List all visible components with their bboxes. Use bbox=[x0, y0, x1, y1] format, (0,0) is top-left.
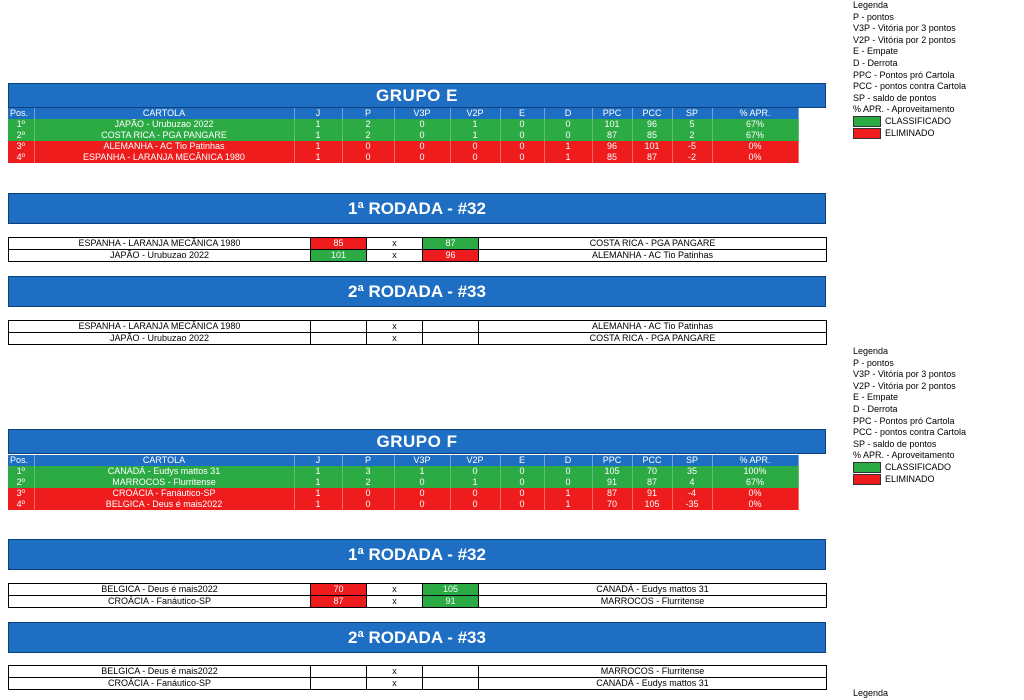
header-j: J bbox=[294, 455, 342, 466]
header-v2p: V2P bbox=[450, 108, 500, 119]
group-f-round1-matches bbox=[8, 583, 827, 608]
legend-item: D - Derrota bbox=[853, 403, 898, 414]
cell-apr: 0% bbox=[712, 141, 798, 152]
cell-v3p: 0 bbox=[394, 130, 450, 141]
legend-group-e bbox=[853, 0, 1023, 139]
cell-sp: -5 bbox=[672, 141, 712, 152]
home-score: 101 bbox=[311, 250, 367, 262]
cell-v2p: 0 bbox=[450, 488, 500, 499]
standings-row bbox=[8, 488, 798, 499]
classificado-label: CLASSIFICADO bbox=[885, 461, 952, 472]
cell-ppc: 70 bbox=[592, 499, 632, 510]
header-cartola: CARTOLA bbox=[34, 455, 294, 466]
cell-j: 1 bbox=[294, 141, 342, 152]
group-e-round2-matches bbox=[8, 320, 827, 345]
cell-pcc: 87 bbox=[632, 477, 672, 488]
cell-d: 1 bbox=[544, 141, 592, 152]
header-pcc: PCC bbox=[632, 455, 672, 466]
versus: x bbox=[367, 596, 423, 608]
standings-row bbox=[8, 499, 798, 510]
group-f-round2-title: 2ª RODADA - #33 bbox=[8, 622, 826, 653]
legend-item: % APR. - Aproveitamento bbox=[853, 104, 955, 115]
header-e: E bbox=[500, 455, 544, 466]
cell-e: 0 bbox=[500, 152, 544, 163]
cell-ppc: 91 bbox=[592, 477, 632, 488]
match-row bbox=[9, 678, 827, 690]
home-score bbox=[311, 666, 367, 678]
cell-d: 0 bbox=[544, 466, 592, 477]
cell-j: 1 bbox=[294, 477, 342, 488]
cell-pcc: 101 bbox=[632, 141, 672, 152]
header-pos: Pos. bbox=[8, 108, 34, 119]
cell-ppc: 85 bbox=[592, 152, 632, 163]
cell-pos: 4º bbox=[8, 499, 34, 510]
legend-classificado bbox=[853, 462, 1023, 474]
standings-header bbox=[8, 108, 798, 119]
away-team: ALEMANHA - AC Tio Patinhas bbox=[479, 321, 827, 333]
cell-v2p: 1 bbox=[450, 477, 500, 488]
cell-cartola: CROÁCIA - Fanáutico-SP bbox=[34, 488, 294, 499]
header-v2p: V2P bbox=[450, 455, 500, 466]
versus: x bbox=[367, 250, 423, 262]
cell-j: 1 bbox=[294, 488, 342, 499]
header-pcc: PCC bbox=[632, 108, 672, 119]
group-f-standings bbox=[8, 455, 799, 510]
cell-cartola: ESPANHA - LARANJA MECÂNICA 1980 bbox=[34, 152, 294, 163]
cell-pos: 1º bbox=[8, 466, 34, 477]
legend-item: V2P - Vitória por 2 pontos bbox=[853, 380, 956, 391]
cell-d: 1 bbox=[544, 499, 592, 510]
cell-ppc: 96 bbox=[592, 141, 632, 152]
cell-cartola: BELGICA - Deus é mais2022 bbox=[34, 499, 294, 510]
away-team: CANADÁ - Eudys mattos 31 bbox=[479, 584, 827, 596]
cell-pcc: 85 bbox=[632, 130, 672, 141]
standings-row bbox=[8, 130, 798, 141]
cell-p: 2 bbox=[342, 130, 394, 141]
cell-j: 1 bbox=[294, 152, 342, 163]
legend-item: E - Empate bbox=[853, 392, 899, 403]
cell-cartola: COSTA RICA - PGA PANGARE bbox=[34, 130, 294, 141]
header-apr: % APR. bbox=[712, 108, 798, 119]
home-team: CROÁCIA - Fanáutico-SP bbox=[9, 678, 311, 690]
eliminado-label: ELIMINADO bbox=[885, 473, 935, 484]
home-team: JAPÃO - Urubuzao 2022 bbox=[9, 250, 311, 262]
legend-group-f bbox=[853, 346, 1023, 485]
cell-pcc: 105 bbox=[632, 499, 672, 510]
cell-p: 2 bbox=[342, 119, 394, 130]
group-f-title: GRUPO F bbox=[8, 429, 826, 454]
home-team: ESPANHA - LARANJA MECÂNICA 1980 bbox=[9, 238, 311, 250]
home-team: CROÁCIA - Fanáutico-SP bbox=[9, 596, 311, 608]
standings-row bbox=[8, 466, 798, 477]
cell-j: 1 bbox=[294, 130, 342, 141]
legend-item: PPC - Pontos pró Cartola bbox=[853, 69, 955, 80]
cell-v3p: 1 bbox=[394, 466, 450, 477]
group-e-title: GRUPO E bbox=[8, 83, 826, 108]
cell-e: 0 bbox=[500, 488, 544, 499]
legend-item: P - pontos bbox=[853, 357, 894, 368]
away-team: COSTA RICA - PGA PANGARE bbox=[479, 333, 827, 345]
versus: x bbox=[367, 333, 423, 345]
header-ppc: PPC bbox=[592, 455, 632, 466]
cell-j: 1 bbox=[294, 466, 342, 477]
home-score bbox=[311, 333, 367, 345]
cell-e: 0 bbox=[500, 141, 544, 152]
cell-apr: 0% bbox=[712, 499, 798, 510]
legend-eliminado bbox=[853, 474, 1023, 486]
cell-v2p: 0 bbox=[450, 141, 500, 152]
cell-e: 0 bbox=[500, 499, 544, 510]
home-score: 87 bbox=[311, 596, 367, 608]
cell-e: 0 bbox=[500, 477, 544, 488]
cell-cartola: JAPÃO - Urubuzao 2022 bbox=[34, 119, 294, 130]
away-score bbox=[423, 666, 479, 678]
cell-j: 1 bbox=[294, 119, 342, 130]
versus: x bbox=[367, 321, 423, 333]
away-score bbox=[423, 321, 479, 333]
cell-pcc: 70 bbox=[632, 466, 672, 477]
legend-item: % APR. - Aproveitamento bbox=[853, 450, 955, 461]
legend-title: Legenda bbox=[853, 346, 889, 356]
home-team: ESPANHA - LARANJA MECÂNICA 1980 bbox=[9, 321, 311, 333]
cell-sp: -2 bbox=[672, 152, 712, 163]
standings-row bbox=[8, 119, 798, 130]
away-score bbox=[423, 678, 479, 690]
cell-pos: 3º bbox=[8, 488, 34, 499]
home-score bbox=[311, 321, 367, 333]
header-v3p: V3P bbox=[394, 108, 450, 119]
legend-item: V3P - Vitória por 3 pontos bbox=[853, 23, 956, 34]
legend-item: SP - saldo de pontos bbox=[853, 438, 937, 449]
cell-ppc: 101 bbox=[592, 119, 632, 130]
legend-title-cut: Legenda bbox=[853, 688, 889, 698]
eliminado-swatch bbox=[853, 128, 881, 139]
home-score bbox=[311, 678, 367, 690]
legend-item: PPC - Pontos pró Cartola bbox=[853, 415, 955, 426]
match-row bbox=[9, 250, 827, 262]
away-team: ALEMANHA - AC Tio Patinhas bbox=[479, 250, 827, 262]
home-team: BELGICA - Deus é mais2022 bbox=[9, 584, 311, 596]
cell-e: 0 bbox=[500, 466, 544, 477]
cell-d: 0 bbox=[544, 130, 592, 141]
cell-sp: -35 bbox=[672, 499, 712, 510]
cell-d: 0 bbox=[544, 477, 592, 488]
versus: x bbox=[367, 584, 423, 596]
legend-item: E - Empate bbox=[853, 46, 899, 57]
away-team: MARROCOS - Flurritense bbox=[479, 666, 827, 678]
match-row bbox=[9, 321, 827, 333]
match-row bbox=[9, 596, 827, 608]
legend-item: PCC - pontos contra Cartola bbox=[853, 81, 967, 92]
group-e-standings bbox=[8, 108, 799, 163]
header-apr: % APR. bbox=[712, 455, 798, 466]
cell-e: 0 bbox=[500, 130, 544, 141]
eliminado-label: ELIMINADO bbox=[885, 127, 935, 138]
away-team: CANADÁ - Eudys mattos 31 bbox=[479, 678, 827, 690]
cell-pos: 4º bbox=[8, 152, 34, 163]
versus: x bbox=[367, 238, 423, 250]
away-team: MARROCOS - Flurritense bbox=[479, 596, 827, 608]
cell-p: 0 bbox=[342, 152, 394, 163]
cell-p: 0 bbox=[342, 141, 394, 152]
legend-item: V2P - Vitória por 2 pontos bbox=[853, 34, 956, 45]
cell-cartola: CANADÁ - Eudys mattos 31 bbox=[34, 466, 294, 477]
match-row bbox=[9, 238, 827, 250]
cell-j: 1 bbox=[294, 499, 342, 510]
home-team: BELGICA - Deus é mais2022 bbox=[9, 666, 311, 678]
classificado-label: CLASSIFICADO bbox=[885, 115, 952, 126]
away-team: COSTA RICA - PGA PANGARE bbox=[479, 238, 827, 250]
away-score: 96 bbox=[423, 250, 479, 262]
versus: x bbox=[367, 678, 423, 690]
header-p: P bbox=[342, 455, 394, 466]
group-f-round2-matches bbox=[8, 665, 827, 690]
header-cartola: CARTOLA bbox=[34, 108, 294, 119]
legend-item: V3P - Vitória por 3 pontos bbox=[853, 369, 956, 380]
legend-eliminado bbox=[853, 128, 1023, 140]
cell-pcc: 87 bbox=[632, 152, 672, 163]
header-sp: SP bbox=[672, 455, 712, 466]
header-j: J bbox=[294, 108, 342, 119]
cell-pcc: 91 bbox=[632, 488, 672, 499]
cell-v2p: 0 bbox=[450, 152, 500, 163]
group-e-round2-title: 2ª RODADA - #33 bbox=[8, 276, 826, 307]
cell-d: 0 bbox=[544, 119, 592, 130]
home-score: 85 bbox=[311, 238, 367, 250]
cell-v3p: 0 bbox=[394, 499, 450, 510]
legend-item: D - Derrota bbox=[853, 57, 898, 68]
legend-title: Legenda bbox=[853, 0, 889, 10]
eliminado-swatch bbox=[853, 474, 881, 485]
cell-apr: 67% bbox=[712, 119, 798, 130]
group-e-round1-matches bbox=[8, 237, 827, 262]
cell-v3p: 0 bbox=[394, 141, 450, 152]
cell-d: 1 bbox=[544, 152, 592, 163]
cell-v3p: 0 bbox=[394, 477, 450, 488]
standings-row bbox=[8, 141, 798, 152]
legend-item: P - pontos bbox=[853, 11, 894, 22]
match-row bbox=[9, 333, 827, 345]
away-score: 105 bbox=[423, 584, 479, 596]
header-ppc: PPC bbox=[592, 108, 632, 119]
cell-d: 1 bbox=[544, 488, 592, 499]
cell-apr: 0% bbox=[712, 152, 798, 163]
header-pos: Pos. bbox=[8, 455, 34, 466]
cell-pcc: 96 bbox=[632, 119, 672, 130]
cell-pos: 2º bbox=[8, 130, 34, 141]
cell-v3p: 0 bbox=[394, 488, 450, 499]
match-row bbox=[9, 584, 827, 596]
cell-apr: 0% bbox=[712, 488, 798, 499]
match-row bbox=[9, 666, 827, 678]
header-v3p: V3P bbox=[394, 455, 450, 466]
legend-item: SP - saldo de pontos bbox=[853, 92, 937, 103]
classificado-swatch bbox=[853, 462, 881, 473]
versus: x bbox=[367, 666, 423, 678]
cell-p: 3 bbox=[342, 466, 394, 477]
cell-v3p: 0 bbox=[394, 119, 450, 130]
away-score bbox=[423, 333, 479, 345]
cell-ppc: 105 bbox=[592, 466, 632, 477]
home-team: JAPÃO - Urubuzao 2022 bbox=[9, 333, 311, 345]
cell-v2p: 1 bbox=[450, 130, 500, 141]
home-score: 70 bbox=[311, 584, 367, 596]
cell-p: 2 bbox=[342, 477, 394, 488]
cell-ppc: 87 bbox=[592, 488, 632, 499]
cell-v3p: 0 bbox=[394, 152, 450, 163]
standings-row bbox=[8, 477, 798, 488]
cell-pos: 2º bbox=[8, 477, 34, 488]
cell-cartola: ALEMANHA - AC Tio Patinhas bbox=[34, 141, 294, 152]
cell-sp: 4 bbox=[672, 477, 712, 488]
cell-pos: 3º bbox=[8, 141, 34, 152]
cell-sp: 5 bbox=[672, 119, 712, 130]
standings-row bbox=[8, 152, 798, 163]
legend-item: PCC - pontos contra Cartola bbox=[853, 427, 967, 438]
cell-p: 0 bbox=[342, 499, 394, 510]
classificado-swatch bbox=[853, 116, 881, 127]
cell-apr: 67% bbox=[712, 477, 798, 488]
standings-header bbox=[8, 455, 798, 466]
group-f-round1-title: 1ª RODADA - #32 bbox=[8, 539, 826, 570]
away-score: 87 bbox=[423, 238, 479, 250]
header-d: D bbox=[544, 455, 592, 466]
cell-apr: 67% bbox=[712, 130, 798, 141]
cell-sp: -4 bbox=[672, 488, 712, 499]
legend-classificado bbox=[853, 116, 1023, 128]
cell-v2p: 0 bbox=[450, 466, 500, 477]
header-sp: SP bbox=[672, 108, 712, 119]
header-e: E bbox=[500, 108, 544, 119]
cell-pos: 1º bbox=[8, 119, 34, 130]
cell-v2p: 1 bbox=[450, 119, 500, 130]
cell-p: 0 bbox=[342, 488, 394, 499]
cell-cartola: MARROCOS - Flurritense bbox=[34, 477, 294, 488]
cell-ppc: 87 bbox=[592, 130, 632, 141]
group-e-round1-title: 1ª RODADA - #32 bbox=[8, 193, 826, 224]
away-score: 91 bbox=[423, 596, 479, 608]
header-p: P bbox=[342, 108, 394, 119]
cell-sp: 35 bbox=[672, 466, 712, 477]
cell-sp: 2 bbox=[672, 130, 712, 141]
header-d: D bbox=[544, 108, 592, 119]
cell-e: 0 bbox=[500, 119, 544, 130]
cell-apr: 100% bbox=[712, 466, 798, 477]
cell-v2p: 0 bbox=[450, 499, 500, 510]
